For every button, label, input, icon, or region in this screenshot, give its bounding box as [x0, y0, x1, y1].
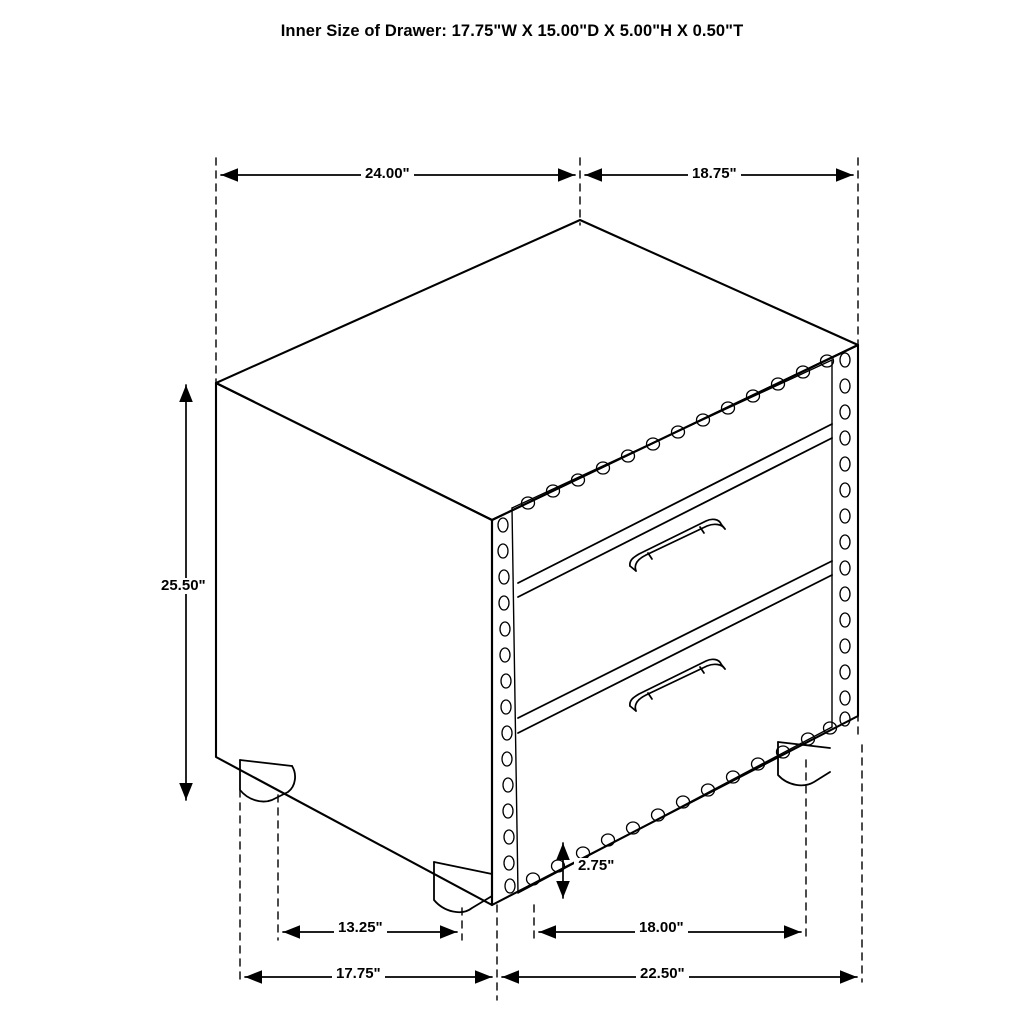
legs	[240, 742, 830, 912]
cabinet-outline	[216, 220, 858, 905]
page-title: Inner Size of Drawer: 17.75"W X 15.00"D X 5.00"H X 0.50"T	[280, 22, 744, 40]
drawer-handle-upper	[630, 519, 725, 571]
dim-label-top-right-depth: 18.75"	[688, 166, 741, 182]
nailhead-trim-left	[492, 508, 518, 905]
dim-label-top-left-width: 24.00"	[361, 166, 414, 182]
dim-label-bottom-left: 17.75"	[332, 966, 385, 982]
dim-label-front-lower-left: 13.25"	[334, 920, 387, 936]
dim-label-front-lower-right: 18.00"	[635, 920, 688, 936]
dimension-lines	[186, 175, 857, 977]
drawer-divider	[518, 424, 832, 733]
extension-lines	[216, 158, 862, 1000]
dim-label-height: 25.50"	[157, 578, 210, 594]
drawer-handle-lower	[630, 659, 725, 711]
dim-label-leg-height: 2.75"	[574, 858, 618, 874]
nailhead-trim-right	[832, 345, 858, 727]
dim-label-bottom-right: 22.50"	[636, 966, 689, 982]
